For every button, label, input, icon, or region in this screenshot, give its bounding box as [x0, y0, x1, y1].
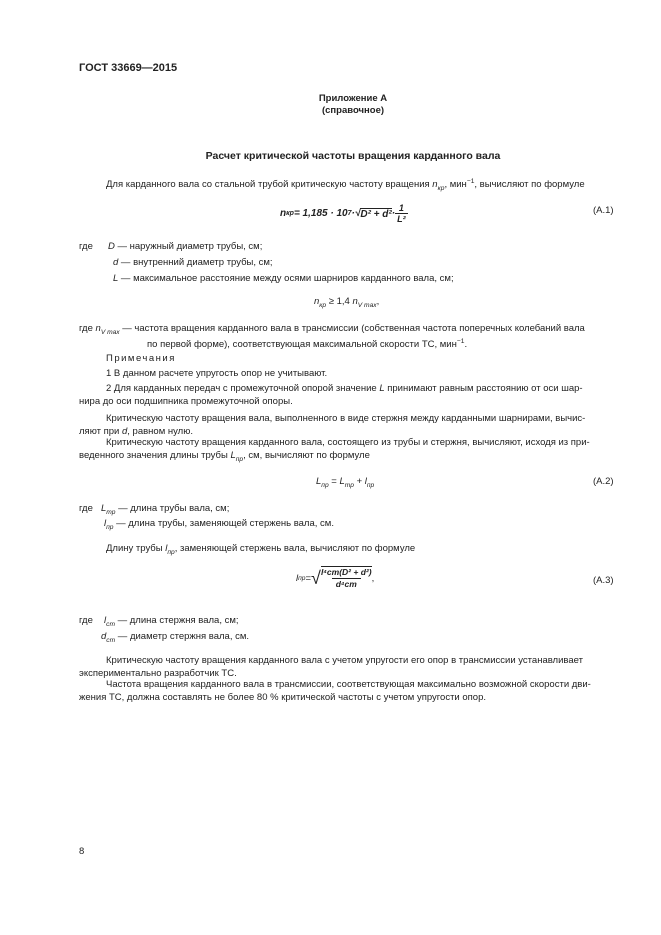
where1-item-d-inner: d — внутренний диаметр трубы, см; — [113, 257, 273, 268]
intro-paragraph — [106, 175, 585, 195]
limit-paragraph-line1: Частота вращения карданного вала в трансмиссии, соответствующая максимально возможной скорости дви- — [106, 679, 591, 690]
intro-var: n — [432, 179, 438, 191]
where3-label: где — [79, 503, 93, 514]
a1-dot: · — [351, 208, 355, 219]
a1-dot2: · — [391, 208, 396, 219]
intro-text-before: Для карданного вала со стальной трубой критическую частоту вращения — [106, 179, 433, 191]
where1-item-d-outer: D — наружный диаметр трубы, см; — [108, 241, 263, 252]
intro-unit: , мин — [444, 179, 467, 191]
a1-exp: 7 — [347, 210, 352, 217]
note-1: 1 В данном расчете упругость опор не учитывают. — [106, 368, 328, 379]
appendix-subtitle: (справочное) — [321, 105, 385, 116]
intro-unit-sup: −1 — [466, 178, 475, 185]
a1-lhs-sub: кр — [286, 210, 294, 217]
a3-numerator: l⁴ст(D² + d²) — [320, 567, 372, 577]
where4-item-dst: $d_{ст}$ — диаметр стержня вала, см. — [101, 631, 250, 644]
a1-lhs: n — [280, 208, 287, 219]
a1-fraction — [395, 203, 408, 224]
inequality: $n_{кр} \ge 1,4$ $n_{V max}$, — [314, 296, 380, 309]
intro-tail: , вычисляют по формуле — [474, 179, 585, 191]
document-header: ГОСТ 33669—2015 — [79, 62, 178, 74]
where2-line1: где $n_{V max}$ — частота вращения карданного вала в трансмиссии (собственная частота поперечных колебаний вала — [79, 323, 585, 336]
root4-icon: √ — [311, 568, 321, 588]
notes-title: Примечания — [106, 353, 176, 364]
sqrt-icon: √ — [354, 208, 361, 219]
combo-paragraph-line1: Критическую частоту вращения карданного вала, состоящего из трубы и стержня, вычисляют, исходя из при- — [106, 437, 590, 448]
eq-a1-label: (А.1) — [593, 205, 614, 216]
eq-a2-label: (А.2) — [593, 476, 614, 487]
section-title: Расчет критической частоты вращения карданного вала — [205, 150, 501, 162]
where3-item-lpr: $l_{пр}$ — длина трубы, заменяющей стержень вала, см. — [104, 518, 334, 531]
rod-paragraph-line1: Критическую частоту вращения вала, выполненного в виде стержня между карданными шарнирами, вычис- — [106, 413, 586, 424]
where1-item-l: L — максимальное расстояние между осями шарниров карданного вала, см; — [113, 273, 454, 284]
elastic-paragraph-line2: экспериментально разработчик ТС. — [79, 668, 237, 679]
combo-paragraph-line2: веденного значения длины трубы $L_{пр}$, см, вычисляют по формуле — [79, 450, 370, 463]
where1-label: где — [79, 241, 93, 252]
where4-item-lst: $l_{ст}$ — длина стержня вала, см; — [104, 615, 239, 628]
where3-item-ltr: $L_{тр}$ — длина трубы вала, см; — [101, 503, 230, 516]
page-number: 8 — [79, 846, 85, 857]
a3-denominator: d⁴ст — [332, 578, 361, 590]
a1-coef: = 1,185 · 10 — [293, 208, 348, 219]
formula-a2: $L_{пр} = L_{тр} + l_{пр}$ — [316, 476, 375, 489]
eq-a3-label: (А.3) — [593, 575, 614, 586]
note-2-line2: нира до оси подшипника промежуточной опоры. — [79, 396, 293, 407]
where4-label: где — [79, 615, 93, 626]
length-paragraph: Длину трубы $l_{пр}$, заменяющей стержень вала, вычисляют по формуле — [106, 543, 416, 556]
note-2-line1: 2 Для карданных передач с промежуточной опорой значение L принимают равным расстоянию от оси шар- — [106, 383, 583, 394]
elastic-paragraph-line1: Критическую частоту вращения карданного вала с учетом упругости его опор в трансмиссии устанавливает — [106, 655, 583, 666]
where2-line2: по первой форме), соответствующая максимальной скорости ТС, мин$^{-1}$. — [147, 338, 468, 351]
rod-paragraph-line2: ляют при d, равном нулю. — [79, 426, 193, 437]
a1-radicand: D² + d² — [360, 208, 392, 220]
formula-a3: l пр = √ l⁴ст(D² + d²) d⁴ст , — [296, 567, 375, 589]
a3-fraction — [321, 566, 372, 590]
formula-a1 — [280, 203, 408, 224]
limit-paragraph-line2: жения ТС, должна составлять не более 80 % критической частоты с учетом упругости опор. — [79, 692, 487, 703]
intro-var-sub: кр — [437, 185, 445, 193]
a1-frac-den: L² — [397, 214, 406, 224]
appendix-title: Приложение А — [318, 93, 388, 104]
a1-frac-num: 1 — [398, 203, 404, 213]
